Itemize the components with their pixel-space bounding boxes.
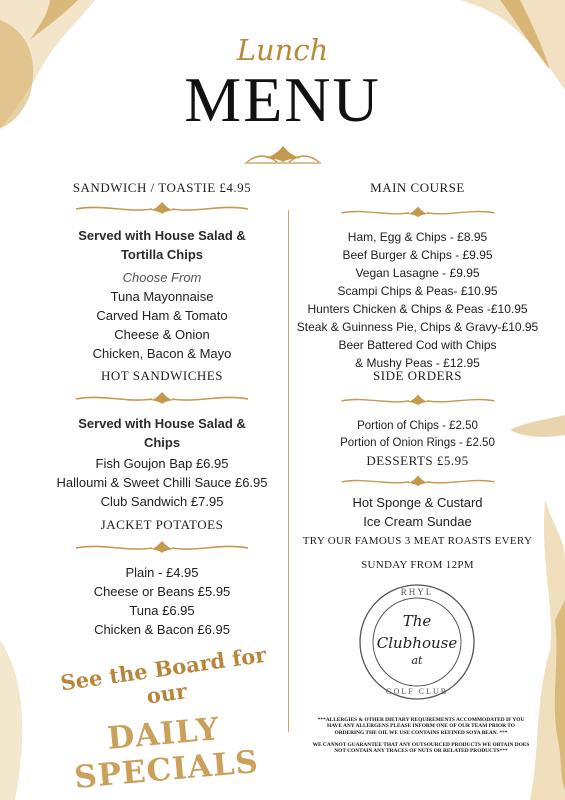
gold-splash-bottom-left [0,640,40,800]
flourish-ornament [338,392,498,408]
side-orders-section [290,368,545,452]
menu-item: & Mushy Peas - £12.95 [355,356,480,370]
menu-item: Cheese or Beans £5.95 [93,584,231,599]
desserts-heading: DESSERTS £5.95 [366,453,469,468]
roast-line-2: SUNDAY FROM 12PM [361,559,474,571]
allergy-paragraph-2: WE CANNOT GUARANTEE THAT ANY OUTSOURCED PRODUCTS WE OBTAIN DOES NOT CONTAIN ANY TRACES OF NUTS OR RELATED PRODUCTS*** [312,741,530,755]
hot-sandwiches-heading: HOT SANDWICHES [101,368,223,383]
menu-item: Club Sandwich £7.95 [100,494,224,509]
hot-served-with-2: Chips [143,435,181,450]
menu-item: Beef Burger & Chips - £9.95 [342,248,493,262]
daily-specials-banner [40,641,290,796]
menu-item: Plain - £4.95 [125,565,199,580]
menu-item: Scampi Chips & Peas- £10.95 [337,284,498,298]
title-ornament [243,142,323,166]
menu-item: Ham, Egg & Chips - £8.95 [347,230,488,244]
menu-item: Steak & Guinness Pie, Chips & Gravy-£10.95 [296,320,539,334]
badge-line-1: The [402,612,432,630]
menu-item: Tuna Mayonnaise [110,289,214,304]
menu-item: Halloumi & Sweet Chilli Sauce £6.95 [56,475,268,490]
jacket-potatoes-heading: JACKET POTATOES [100,517,224,532]
badge-line-2: Clubhouse [376,634,458,652]
hot-served-with: Served with House Salad & [78,416,246,431]
lunch-script-title: Lunch [236,33,329,67]
badge-top-text: RHYL [400,587,434,597]
clubhouse-logo [357,582,477,702]
flourish-ornament [72,390,252,406]
flourish-ornament [338,204,498,220]
specials-line-1: See the Board for our [58,641,268,709]
menu-item: Beer Battered Cod with Chips [338,338,497,352]
allergy-notice [312,717,530,754]
menu-item: Tuna £6.95 [129,603,195,618]
sandwich-served-with-2: Tortilla Chips [120,247,204,262]
desserts-section [290,453,545,531]
flourish-ornament [72,539,252,555]
hot-sandwiches-section [32,368,292,511]
menu-title: MENU [184,64,381,135]
menu-item: Hot Sponge & Custard [352,495,483,510]
flourish-ornament [72,200,252,216]
main-course-heading: MAIN COURSE [370,180,465,195]
badge-line-3: at [411,654,423,667]
choose-from-label: Choose From [122,270,202,285]
sandwich-served-with: Served with House Salad & [78,228,246,243]
menu-item: Fish Goujon Bap £6.95 [95,456,229,471]
roast-line-1: TRY OUR FAMOUS 3 MEAT ROASTS EVERY [302,535,533,547]
menu-item: Hunters Chicken & Chips & Peas -£10.95 [307,302,528,316]
menu-item: Vegan Lasagne - £9.95 [355,266,480,280]
badge-bottom-text: GOLF CLUB [385,687,449,696]
menu-item: Ice Cream Sundae [363,514,472,529]
menu-item: Chicken & Bacon £6.95 [94,622,230,637]
menu-item: Portion of Onion Rings - £2.50 [340,437,495,449]
main-course-section [290,180,545,372]
side-orders-heading: SIDE ORDERS [373,368,462,383]
menu-item: Portion of Chips - £2.50 [357,420,478,432]
menu-item: Chicken, Bacon & Mayo [92,346,232,361]
sandwich-heading: SANDWICH / TOASTIE £4.95 [72,180,252,195]
allergy-paragraph-1: ***ALLERGIES & OTHER DIETARY REQUIREMENTS ACCOMMODATED IF YOU HAVE ANY ALLERGENS PLEASE INFORM ONE OF OUR TEAM PRIOR TO ORDERING THE OIL WE USE CONTAINS REFINED SOYA BEAN. *** [317,717,525,736]
specials-line-2: DAILY SPECIALS [72,711,261,796]
menu-item: Cheese & Onion [114,327,210,342]
sandwich-section [32,180,292,363]
menu-item: Carved Ham & Tomato [96,308,228,323]
jacket-potatoes-section [32,517,292,639]
flourish-ornament [338,473,498,489]
roast-promo [290,535,545,571]
